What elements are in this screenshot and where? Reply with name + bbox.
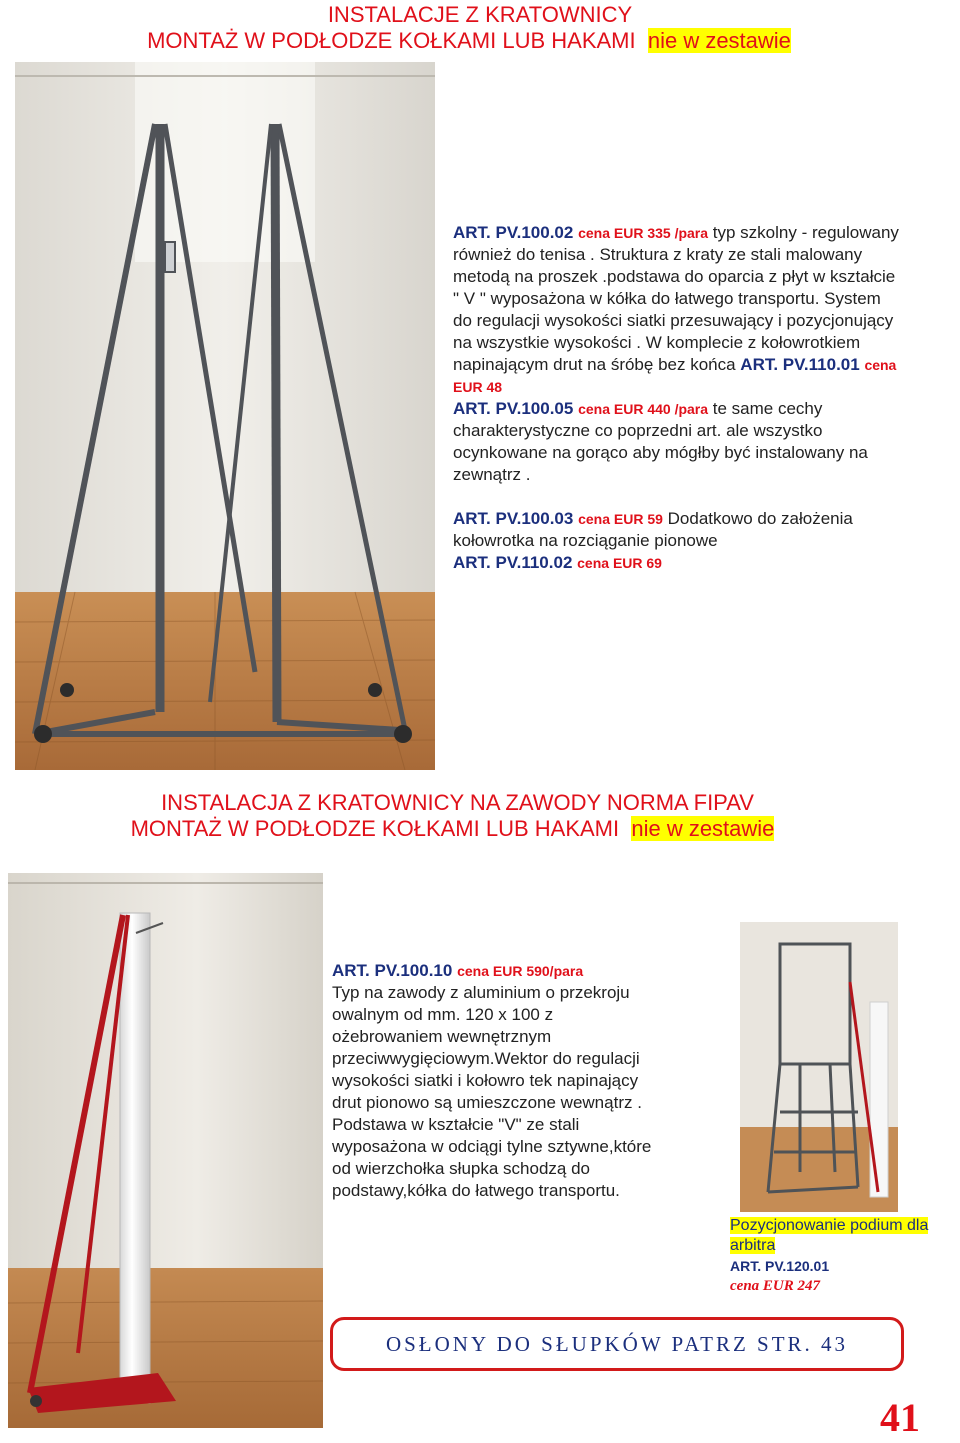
section2-title-text: MONTAŻ W PODŁODZE KOŁKAMI LUB HAKAMI (130, 816, 620, 841)
referee-title: Pozycjonowanie podium dla arbitra (730, 1217, 929, 1254)
section1-p2-body: te same cechy charakterystyczne co poprzedni art. ale wszystko ocynkowane na gorąco aby mógłby być instalowany na zewnątrz . (453, 399, 868, 484)
section1-title-line2 (0, 28, 960, 54)
section1-title-text: MONTAŻ W PODŁODZE KOŁKAMI LUB HAKAMI (147, 28, 636, 53)
art-pv-100-02: ART. PV.100.02 (453, 223, 574, 242)
art-pv-100-03: ART. PV.100.03 (453, 509, 574, 528)
competition-post-photo (8, 873, 323, 1428)
referee-stand-photo (740, 922, 898, 1212)
price-pv-110-02: cena EUR 69 (577, 555, 662, 571)
volleyball-post-photo (15, 62, 435, 770)
art-pv-100-05: ART. PV.100.05 (453, 399, 574, 418)
art-pv-110-02: ART. PV.110.02 (453, 553, 573, 572)
section1-title-highlight: nie w zestawie (647, 28, 791, 53)
section2-body: Typ na zawody z aluminium o przekroju owalnym od mm. 120 x 100 z ożebrowaniem wewnętrznym przeciwwygięciowym.Wektor do regulacji wysokości siatki i kołowro tek napinający drut pionowo są umieszczone wewnątrz . Podstawa w kształcie "V" ze stali wyposażona w odciągi tylne sztywne,które od wierzchołka słupka schodzą do podstawy,kółka do łatwego transportu. (332, 983, 652, 1200)
art-pv-110-01: ART. PV.110.01 (740, 355, 860, 374)
price-pv-120-01: cena EUR 247 (730, 1278, 820, 1294)
price-pv-100-05: cena EUR 440 /para (578, 401, 709, 417)
art-pv-100-10: ART. PV.100.10 (332, 961, 453, 980)
section2-title-highlight: nie w zestawie (631, 816, 775, 841)
section2-title-line2 (0, 816, 960, 842)
section1-description (453, 222, 903, 574)
referee-caption (730, 1216, 955, 1296)
post-covers-note-text: OSŁONY DO SŁUPKÓW PATRZ STR. 43 (385, 1331, 849, 1356)
section2-heading (0, 790, 960, 842)
section1-p3-body: Dodatkowo do założenia kołowrotka na rozciąganie pionowe (453, 509, 853, 550)
art-pv-120-01: ART. PV.120.01 (730, 1258, 830, 1274)
section1-heading (0, 2, 960, 54)
price-pv-100-10: cena EUR 590/para (457, 963, 584, 979)
section2-title-line1: INSTALACJA Z KRATOWNICY NA ZAWODY NORMA FIPAV (161, 790, 754, 815)
post-covers-note (330, 1317, 904, 1371)
section2-description (332, 960, 652, 1202)
section1-title-line1: INSTALACJE Z KRATOWNICY (327, 2, 633, 27)
price-pv-100-03: cena EUR 59 (578, 511, 663, 527)
price-pv-110-01: cena EUR 48 (453, 357, 897, 395)
page-number: 41 (880, 1395, 920, 1440)
price-pv-100-02: cena EUR 335 /para (578, 225, 709, 241)
section1-p1-body: typ szkolny - regulowany również do tenisa . Struktura z kraty ze stali malowany metodą na proszek .podstawa do oparcia z płyt w kształcie " V " wyposażona w kółka do łatwego transportu. System do regulacji wysokości siatki przesuwający i pozycjonujący na wszystkie wysokości . W komplecie z kołowrotkiem napinającym drut na śróbę bez końca (453, 223, 899, 374)
